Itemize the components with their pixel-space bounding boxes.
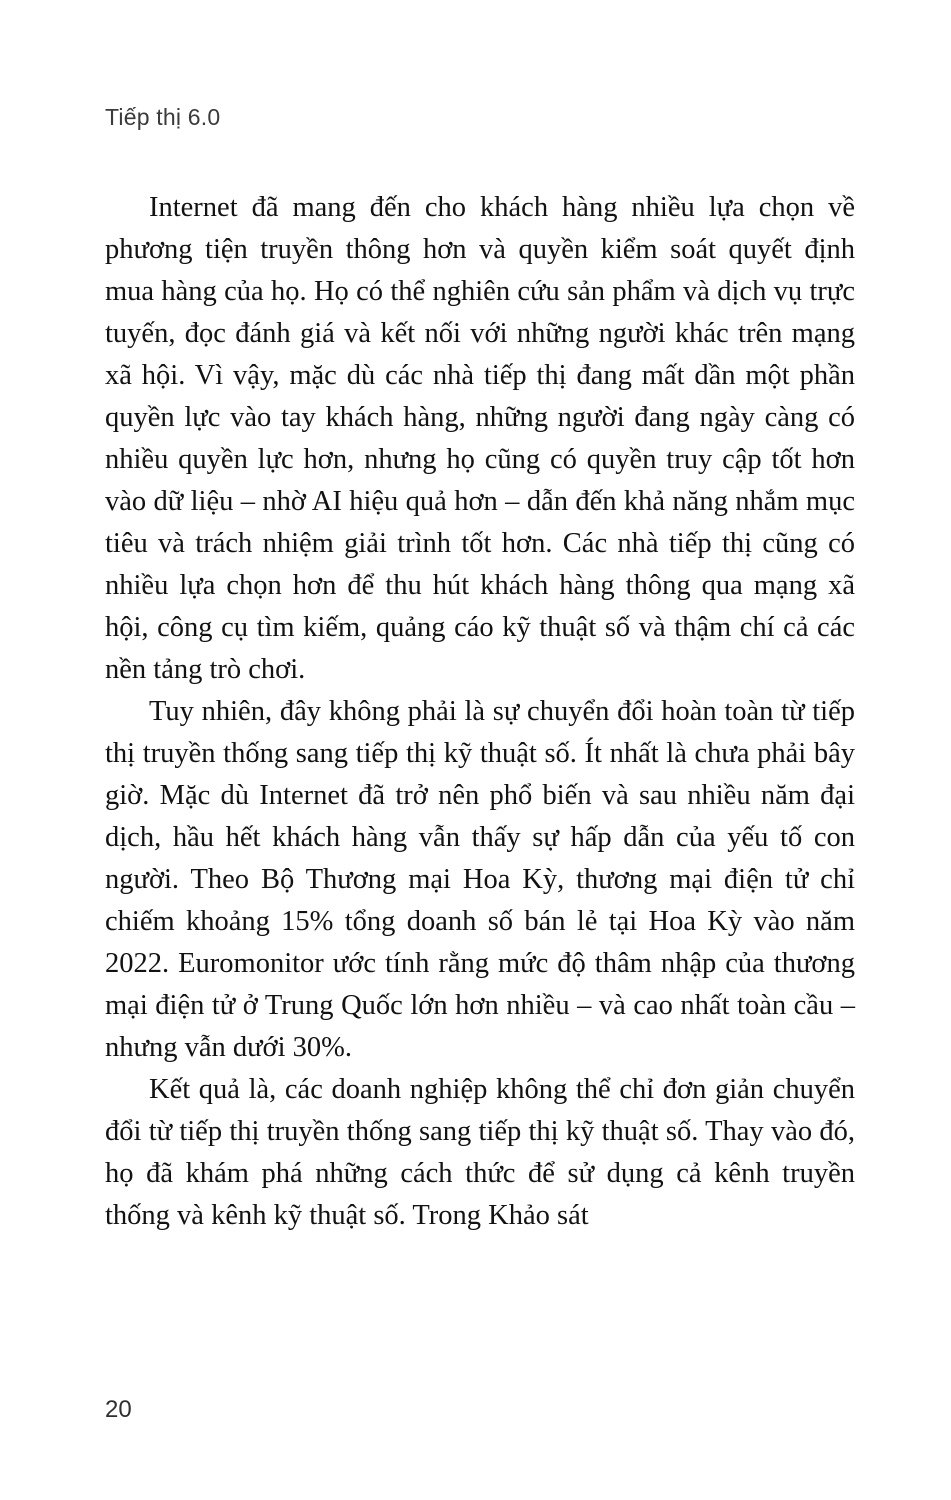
- page-body: [105, 187, 855, 1237]
- running-header: Tiếp thị 6.0: [105, 104, 221, 130]
- paragraph: Internet đã mang đến cho khách hàng nhiều lựa chọn về phương tiện truyền thông hơn và quyền kiểm soát quyết định mua hàng của họ. Họ có thể nghiên cứu sản phẩm và dịch vụ trực tuyến, đọc đánh giá và kết nối với những người khác trên mạng xã hội. Vì vậy, mặc dù các nhà tiếp thị đang mất dần một phần quyền lực vào tay khách hàng, những người đang ngày càng có nhiều quyền lực hơn, nhưng họ cũng có quyền truy cập tốt hơn vào dữ liệu – nhờ AI hiệu quả hơn – dẫn đến khả năng nhắm mục tiêu và trách nhiệm giải trình tốt hơn. Các nhà tiếp thị cũng có nhiều lựa chọn hơn để thu hút khách hàng thông qua mạng xã hội, công cụ tìm kiếm, quảng cáo kỹ thuật số và thậm chí cả các nền tảng trò chơi.: [105, 192, 855, 685]
- page-number: 20: [105, 1396, 132, 1423]
- paragraph: Tuy nhiên, đây không phải là sự chuyển đổi hoàn toàn từ tiếp thị truyền thống sang tiếp thị kỹ thuật số. Ít nhất là chưa phải bây giờ. Mặc dù Internet đã trở nên phổ biến và sau nhiều năm đại dịch, hầu hết khách hàng vẫn thấy sự hấp dẫn của yếu tố con người. Theo Bộ Thương mại Hoa Kỳ, thương mại điện tử chỉ chiếm khoảng 15% tổng doanh số bán lẻ tại Hoa Kỳ vào năm 2022. Euromonitor ước tính rằng mức độ thâm nhập của thương mại điện tử ở Trung Quốc lớn hơn nhiều – và cao nhất toàn cầu – nhưng vẫn dưới 30%.: [105, 696, 855, 1063]
- paragraph: Kết quả là, các doanh nghiệp không thể chỉ đơn giản chuyển đổi từ tiếp thị truyền thống sang tiếp thị kỹ thuật số. Thay vào đó, họ đã khám phá những cách thức để sử dụng cả kênh truyền thống và kênh kỹ thuật số. Trong Khảo sát: [105, 1074, 855, 1231]
